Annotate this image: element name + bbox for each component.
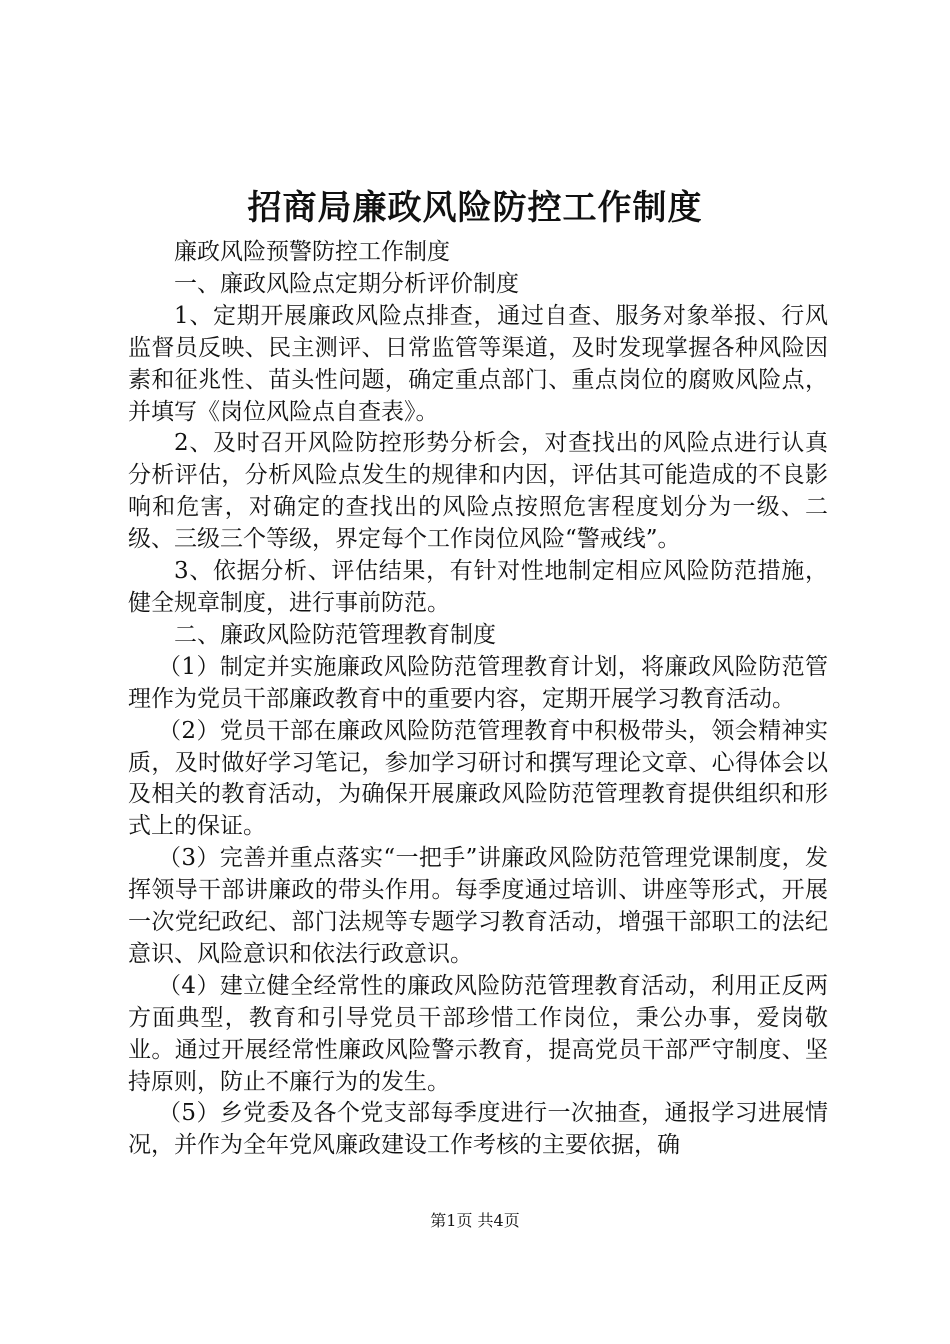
paragraph: 3、依据分析、评估结果，有针对性地制定相应风险防范措施，健全规章制度，进行事前防范。 [128, 558, 828, 616]
paragraph: （3）完善并重点落实“一把手”讲廉政风险防范管理党课制度，发挥领导干部讲廉政的带头作用。每季度通过培训、讲座等形式，开展一次党纪政纪、部门法规等专题学习教育活动，增强干部职工的法纪意识、风险意识和依法行政意识。 [128, 845, 828, 967]
section-heading-1: 一、廉政风险点定期分析评价制度 [174, 270, 519, 297]
paragraph: （5）乡党委及各个党支部每季度进行一次抽查，通报学习进展情况，并作为全年党风廉政建设工作考核的主要依据，确 [128, 1100, 828, 1159]
paragraph: （4）建立健全经常性的廉政风险防范管理教育活动，利用正反两方面典型，教育和引导党员干部珍惜工作岗位，秉公办事，爱岗敬业。通过开展经常性廉政风险警示教育，提高党员干部严守制度、坚持原则，防止不廉行为的发生。 [128, 972, 828, 1095]
paragraph: （2）党员干部在廉政风险防范管理教育中积极带头，领会精神实质，及时做好学习笔记，参加学习研讨和撰写理论文章、心得体会以及相关的教育活动，为确保开展廉政风险防范管理教育提供组织和形式上的保证。 [128, 717, 828, 840]
paragraph: 1、定期开展廉政风险点排查，通过自查、服务对象举报、行风监督员反映、民主测评、日常监管等渠道，及时发现掌握各种风险因素和征兆性、苗头性问题，确定重点部门、重点岗位的腐败风险点，并填写《岗位风险点自查表》。 [128, 302, 828, 425]
document-body [128, 237, 828, 1162]
paragraph: 2、及时召开风险防控形势分析会，对查找出的风险点进行认真分析评估，分析风险点发生的规律和内因，评估其可能造成的不良影响和危害，对确定的查找出的风险点按照危害程度划分为一级、二级、三级三个等级，界定每个工作岗位风险“警戒线”。 [128, 430, 828, 553]
paragraph: （1）制定并实施廉政风险防范管理教育计划，将廉政风险防范管理作为党员干部廉政教育中的重要内容，定期开展学习教育活动。 [128, 653, 828, 712]
section-heading-2: 二、廉政风险防范管理教育制度 [174, 621, 496, 648]
paragraph-heading: 廉政风险预警防控工作制度 [174, 239, 450, 265]
page-footer: 第1页 共4页 [430, 1211, 520, 1230]
document-title: 招商局廉政风险防控工作制度 [247, 188, 703, 228]
